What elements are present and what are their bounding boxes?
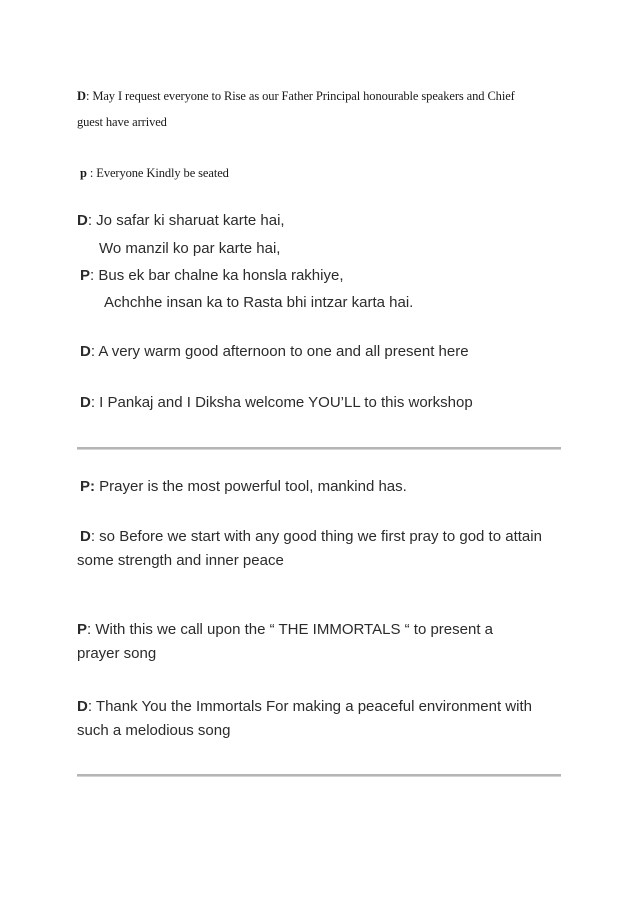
line-text: : Bus ek bar chalne ka honsla rakhiye, <box>90 267 344 284</box>
speaker-label: P: <box>80 478 95 495</box>
line-text: : Jo safar ki sharuat karte hai, <box>87 212 285 229</box>
line-before-we-start <box>80 528 542 545</box>
line-text: Achchhe insan ka to Rasta bhi intzar karta hai. <box>104 294 414 311</box>
speaker-label: D <box>77 212 88 229</box>
line-text: guest have arrived <box>77 115 167 129</box>
line-welcome-workshop <box>80 394 473 411</box>
line-bus-ek-bar <box>80 267 344 284</box>
line-text: : Everyone Kindly be seated <box>86 166 229 180</box>
line-text: : With this we call upon the “ THE IMMORTALS “ to present a <box>87 621 493 638</box>
speaker-label: D <box>80 394 91 411</box>
speaker-label: D <box>80 343 91 360</box>
speaker-label: D <box>77 698 88 715</box>
line-achchhe-insan <box>104 294 413 311</box>
line-guest-arrived <box>77 115 167 130</box>
line-request-rise <box>77 89 515 104</box>
line-text: Wo manzil ko par karte hai, <box>99 240 281 257</box>
speaker-label: P <box>77 621 88 638</box>
speaker-label: D <box>80 528 91 545</box>
line-text: : Thank You the Immortals For making a peaceful environment with <box>87 698 532 715</box>
speaker-label: P <box>80 267 91 284</box>
line-text: Prayer is the most powerful tool, mankind has. <box>95 478 407 495</box>
line-wo-manzil <box>99 240 280 257</box>
speaker-label: D <box>77 89 86 103</box>
line-call-immortals <box>77 621 493 638</box>
line-prayer-song <box>77 645 156 662</box>
line-warm-afternoon <box>80 343 469 360</box>
speaker-label: p <box>80 166 87 180</box>
line-kindly-seated <box>80 166 229 181</box>
line-jo-safar <box>77 212 285 229</box>
line-text: prayer song <box>77 645 157 662</box>
line-inner-peace <box>77 552 284 569</box>
line-melodious-song <box>77 722 230 739</box>
line-prayer-tool <box>80 478 407 495</box>
line-text: : May I request everyone to Rise as our Father Principal honourable speakers and Chief <box>85 89 515 103</box>
line-text: : I Pankaj and I Diksha welcome YOU’LL to this workshop <box>90 394 473 411</box>
line-text: : A very warm good afternoon to one and all present here <box>90 343 469 360</box>
line-text: some strength and inner peace <box>77 552 284 569</box>
line-text: such a melodious song <box>77 722 231 739</box>
divider-rule <box>77 774 561 777</box>
divider-rule <box>77 447 561 450</box>
line-thank-you <box>77 698 532 715</box>
line-text: : so Before we start with any good thing we first pray to god to attain <box>90 528 542 545</box>
